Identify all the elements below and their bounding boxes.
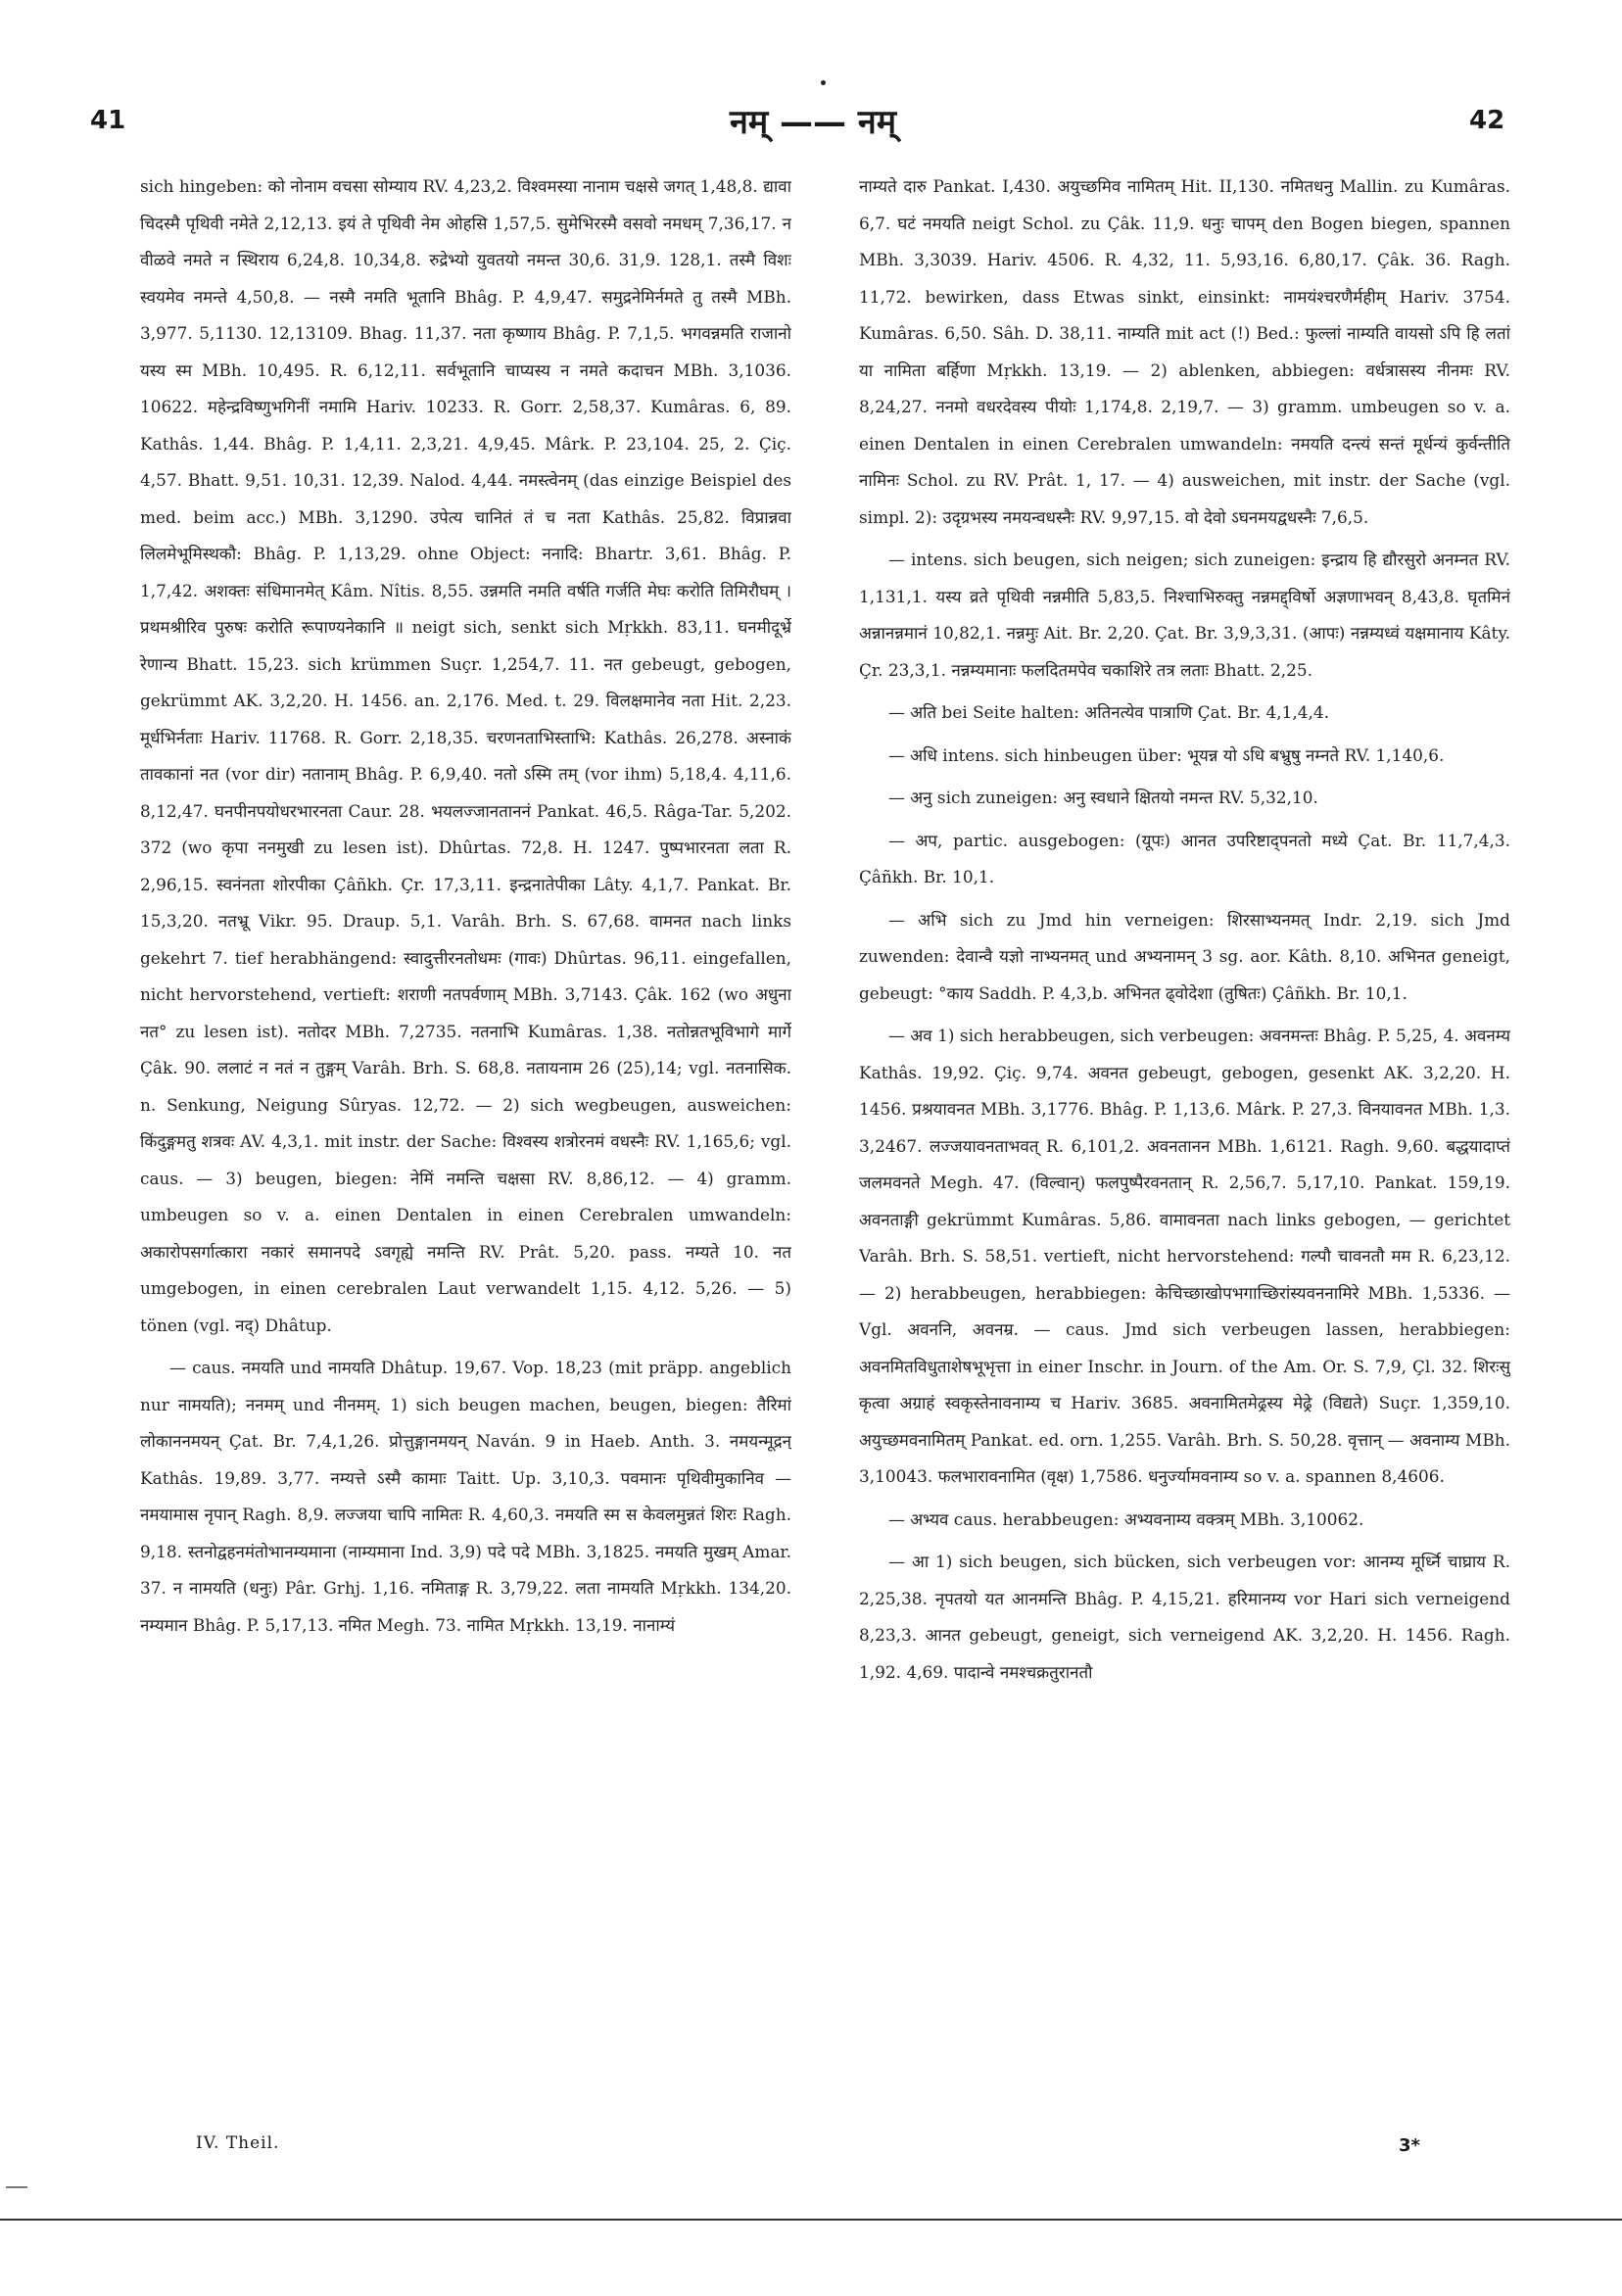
header-dot	[821, 80, 826, 85]
scan-mark	[6, 2186, 27, 2188]
entry-paragraph: नाम्यते दारु Pankat. I,430. अयुच्छमिव नामितम् Hit. II,130. नमितधनु Mallin. zu Kumâras. 6,7. घटं नमयति neigt Schol. zu Çâk. 11,9. धनुः चापम् den Bogen biegen, spannen MBh. 3,3039. Hariv. 4506. R. 4,32, 11. 5,93,16. 6,80,17. Çâk. 36. Ragh. 11,72. bewirken, dass Etwas sinkt, einsinkt: नामयंश्चरणैर्महीम् Hariv. 3754. Kumâras. 6,50. Sâh. D. 38,11. नाम्यति mit act (!) Bed.: फुल्लां नाम्यति वायसो ऽपि हि लतां या नामिता बर्हिणा Mṛkkh. 13,19. — 2) ablenken, abbiegen: वर्धत्रासस्य नीनमः RV. 8,24,27. ननमो वधरदेवस्य पीयोः 1,174,8. 2,19,7. — 3) gramm. umbeugen so v. a. einen Dentalen in einen Cerebralen umwandeln: नमयति दन्त्यं सन्तं मूर्धन्यं कुर्वन्तीति नामिनः Schol. zu RV. Prât. 1, 17. — 4) ausweichen, mit instr. der Sache (vgl. simpl. 2): उदृग्रभस्य नमयन्वधस्नैः RV. 9,97,15. वो देवो ऽघनमयद्वधस्नैः 7,6,5.	[859, 176, 1510, 527]
entry-paragraph: — caus. नमयति und नामयति Dhâtup. 19,67. Vop. 18,23 (mit präpp. angeblich nur नामयति); ननमम् und नीनमम्. 1) sich beugen machen, beugen, biegen: तैरिमां लोकाननमयन् Çat. Br. 7,4,1,26. प्रोत्तुङ्गानमयन् Naván. 9 in Haeb. Anth. 3. नमयन्मूद्रन् Kathâs. 19,89. 3,77. नम्यत्ते ऽस्मै कामाः Taitt. Up. 3,10,3. पवमानः पृथिवीमुकानिव — नमयामास नृपान् Ragh. 8,9. लज्जया चापि नामितः R. 4,60,3. नमयति स्म स केवलमुन्नतं शिरः Ragh. 9,18. स्तनोद्वहनमंतोभानम्यमाना (नाम्यमाना Ind. 3,9) पदे पदे MBh. 3,1825. नमयति मुखम् Amar. 37. न नामयति (धनुः) Pâr. Grhj. 1,16. नमिताङ्ग R. 3,79,22. लता नामयति Mṛkkh. 134,20. नम्यमान Bhâg. P. 5,17,13. नमित Megh. 73. नामित Mṛkkh. 13,19. नानाम्यं	[140, 1358, 791, 1635]
entry-paragraph: — अभि sich zu Jmd hin verneigen: शिरसाभ्यनमत् Indr. 2,19. sich Jmd zuwenden: देवान्वै यज्ञो नाभ्यनमत् und अभ्यनामन् 3 sg. aor. Kâth. 8,10. अभिनत geneigt, gebeugt: °काय Saddh. P. 4,3,b. अभिनत ढ्वोदेशा (तुषितः) Çâñkh. Br. 10,1.	[859, 909, 1510, 1003]
right-column	[859, 168, 1510, 2079]
entry-paragraph: — अभ्यव caus. herabbeugen: अभ्यवनाम्य वक्त्रम् MBh. 3,10062.	[888, 1508, 1364, 1529]
running-headword: नम् —— नम्	[729, 103, 897, 142]
entry-paragraph: — आ 1) sich beugen, sich bücken, sich verbeugen vor: आनम्य मूर्ध्नि चाघ्राय R. 2,25,38. नृपतयो यत आनमन्ति Bhâg. P. 4,15,21. हरिमानम्य vor Hari sich verneigend 8,23,3. आनत gebeugt, geneigt, sich verneigend AK. 3,2,20. H. 1456. Ragh. 1,92. 4,69. पादान्वे नमश्चक्रतुरानतौ	[859, 1552, 1510, 1682]
volume-signature: IV. Theil.	[196, 2133, 280, 2153]
left-column	[140, 168, 791, 2128]
entry-paragraph: sich hingeben: को नोनाम वचसा सोम्याय RV. 4,23,2. विश्वमस्या नानाम चक्षसे जगत् 1,48,8. द्यावा चिदस्मै पृथिवी नमेते 2,12,13. इयं ते पृथिवी नेम ओहसि 1,57,5. सुमेभिरस्मै वसवो नमधम् 7,36,17. न वीळवे नमते न स्थिराय 6,24,8. 10,34,8. रुद्रेभ्यो युवतयो नमन्त 30,6. 31,9. 128,1. तस्मै विशः स्वयमेव नमन्ते 4,50,8. — नस्मै नमति भूतानि Bhâg. P. 4,9,47. समुद्रनेमिर्नमते तु तस्मै MBh. 3,977. 5,1130. 12,13109. Bhag. 11,37. नता कृष्णाय Bhâg. P. 7,1,5. भगवन्नमति राजानो यस्य स्म MBh. 10,495. R. 6,12,11. सर्वभूतानि चाप्यस्य न नमते कदाचन MBh. 3,1036. 10622. महेन्द्रविष्णुभगिनीं नमामि Hariv. 10233. R. Gorr. 2,58,37. Kumâras. 6, 89. Kathâs. 1,44. Bhâg. P. 1,4,11. 2,3,21. 4,9,45. Mârk. P. 23,104. 25, 2. Çiç. 4,57. Bhatt. 9,51. 10,31. 12,39. Nalod. 4,44. नमस्त्वेनम् (das einzige Beispiel des med. beim acc.) MBh. 3,1290. उपेत्य चानितं तं च नता Kathâs. 25,82. विप्रान्नवा लिलमेभूमिस्थकौ: Bhâg. P. 1,13,29. ohne Object: ननादि: Bhartr. 3,61. Bhâg. P. 1,7,42. अशक्तः संधिमानमेत् Kâm. Nîtis. 8,55. उन्नमति नमति वर्षति गर्जति मेघः करोति तिमिरौघम् । प्रथमश्रीरिव पुरुषः करोति रूपाण्यनेकानि ॥ neigt sich, senkt sich Mṛkkh. 83,11. घनमीदूर्भ्रे रेणान्य Bhatt. 15,23. sich krümmen Suçr. 1,254,7. 11. नत gebeugt, gebogen, gekrümmt AK. 3,2,20. H. 1456. an. 2,176. Med. t. 29. विलक्षमानेव नता Hit. 2,23. मूर्धभिर्नताः Hariv. 11768. R. Gorr. 2,18,35. चरणनताभिस्ताभि: Kathâs. 26,278. अस्नाकं तावकानां नत (vor dir) नतानाम् Bhâg. P. 6,9,40. नतो ऽस्मि तम् (vor ihm) 5,18,4. 4,11,6. 8,12,47. घनपीनपयोधरभारनता Caur. 28. भयलज्जानताननं Pankat. 46,5. Râga-Tar. 5,202. 372 (wo कृपा ननमुखी zu lesen ist). Dhûrtas. 72,8. H. 1247. पुष्पभारनता लता R. 2,96,15. स्वनंनता शोरपीका Çâñkh. Çr. 17,3,11. इन्द्रनातेपीका Lâty. 4,1,7. Pankat. Br. 15,3,20. नतभ्रू Vikr. 95. Draup. 5,1. Varâh. Brh. S. 67,68. वामनत nach links gekehrt 7. tief herabhängend: स्वादुत्तीरनतोधमः (गावः) Dhûrtas. 96,11. eingefallen, nicht hervorstehend, vertieft: शराणी नतपर्वणाम् MBh. 3,7143. Çâk. 162 (wo अधुना नत° zu lesen ist). नतोदर MBh. 7,2735. नतनाभि Kumâras. 1,38. नतोन्नतभूविभागे मार्गे Çâk. 90. ललाटं न नतं न तुङ्गम् Varâh. Brh. S. 68,8. नतायनाम 26 (25),14; vgl. नतनासिक. n. Senkung, Neigung Sûryas. 12,72. — 2) sich wegbeugen, ausweichen: किंदुङ्गमतु शत्रवः AV. 4,3,1. mit instr. der Sache: विश्वस्य शत्रोरनमं वधस्नैः RV. 1,165,6; vgl. caus. — 3) beugen, biegen: नेमिं नमन्ति चक्षसा RV. 8,86,12. — 4) gramm. umbeugen so v. a. einen Dentalen in einen Cerebralen umwandeln: अकारोपसर्गात्कारा नकारं समानपदे ऽवगृह्ये नमन्ति RV. Prât. 5,20. pass. नम्यते 10. नत umgebogen, in einen cerebralen Laut verwandelt 1,15. 4,12. 5,26. — 5) tönen (vgl. नद्) Dhâtup.	[140, 176, 791, 1335]
entry-paragraph: — अप, partic. ausgebogen: (यूपः) आनत उपरिष्टाद्पनतो मध्ये Çat. Br. 11,7,4,3. Çâñkh. Br. 10,1.	[859, 830, 1510, 886]
page-number-left: 41	[90, 106, 126, 135]
entry-paragraph: — intens. sich beugen, sich neigen; sich zuneigen: इन्द्राय हि द्यौरसुरो अनम्नत RV. 1,131,1. यस्य व्रते पृथिवी नन्नमीति 5,83,5. निश्चाभिरुक्तु नन्नमद्द्विर्षो अज्ञणाभवन् 8,43,8. घृतमिनं अन्नानन्नमानं 10,82,1. नन्नमुः Ait. Br. 2,20. Çat. Br. 3,9,3,31. (आपः) नन्नम्यध्वं यक्षमानाय Kâty. Çr. 23,3,1. नन्नम्यमानाः फलदितमपेव चकाशिरे तत्र लताः Bhatt. 2,25.	[859, 550, 1510, 680]
entry-paragraph: — अधि intens. sich hinbeugen über: भूयन्न यो ऽधि बभ्रुषु नम्नते RV. 1,140,6.	[888, 744, 1445, 765]
entry-paragraph: — अनु sich zuneigen: अनु स्वधाने क्षितयो नमन्त RV. 5,32,10.	[888, 788, 1318, 807]
sheet-signature: 3*	[1399, 2135, 1420, 2156]
entry-paragraph: — अति bei Seite halten: अतिनत्येव पात्राणि Çat. Br. 4,1,4,4.	[888, 702, 1330, 722]
page-number-right: 42	[1469, 106, 1505, 135]
scan-edge-line	[0, 2219, 1622, 2221]
entry-paragraph: — अव 1) sich herabbeugen, sich verbeugen: अवनमन्तः Bhâg. P. 5,25, 4. अवनम्य Kathâs. 19,92. Çiç. 9,74. अवनत gebeugt, gebogen, gesenkt AK. 3,2,20. H. 1456. प्रश्रयावनत MBh. 3,1776. Bhâg. P. 1,13,6. Mârk. P. 27,3. विनयावनत MBh. 1,3. 3,2467. लज्जयावनताभवत् R. 6,101,2. अवनतानन MBh. 1,6121. Ragh. 9,60. बद्धयादाप्तं जलमवनते Megh. 47. (विल्वान्) फलपुष्पैरवनतान् R. 2,56,7. 5,17,10. Pankat. 159,19. अवनताङ्गी gekrümmt Kumâras. 5,86. वामावनता nach links gebogen, — gerichtet Varâh. Brh. S. 58,51. vertieft, nicht hervorstehend: गल्पौ चावनतौ मम R. 6,23,12. — 2) herabbeugen, herabbiegen: केचिच्छाखोपभगाच्छिरांस्यवननामिरे MBh. 1,5336. — Vgl. अवननि, अवनम्र. — caus. Jmd sich verbeugen lassen, herabbiegen: अवनमितविधुताशेषभूभृत्ता in einer Inschr. in Journ. of the Am. Or. S. 7,9, Çl. 32. शिरःसु कृत्वा अग्राहं स्वकृस्तेनावनाम्य च Hariv. 3685. अवनामितमेढ्रस्य मेढ्रे (विद्यते) Suçr. 1,359,10. अयुच्छमवनामितम् Pankat. ed. orn. 1,255. Varâh. Brh. S. 50,28. वृत्तान् — अवनाम्य MBh. 3,10043. फलभारावनामित (वृक्ष) 1,7586. धनुर्ज्यामवनाम्य so v. a. spannen 8,4606.	[859, 1026, 1510, 1486]
